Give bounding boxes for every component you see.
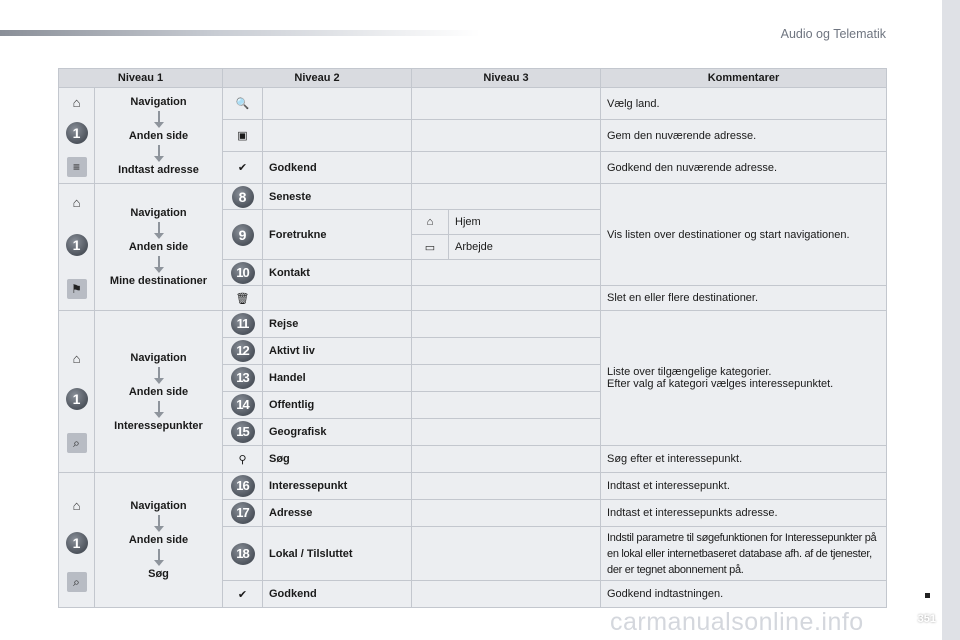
step-badge: 18 — [231, 543, 255, 565]
step-badge: 1 — [66, 388, 88, 410]
level2-cell: Rejse — [263, 311, 412, 338]
level3-cell — [412, 446, 601, 473]
level1-step: Anden side — [128, 241, 189, 253]
level2-cell: Geografisk — [263, 419, 412, 446]
comment-cell: Godkend den nuværende adresse. — [601, 152, 887, 184]
level3-cell: Hjem — [449, 210, 601, 235]
step-number-cell — [223, 365, 263, 392]
arrow-down-icon — [158, 401, 160, 413]
level2-cell — [263, 88, 412, 120]
step-badge: 8 — [232, 186, 254, 208]
level3-cell — [412, 88, 601, 120]
level3-cell — [412, 500, 601, 527]
level2-cell: Handel — [263, 365, 412, 392]
group-icons — [59, 311, 95, 473]
navigation-menu-table — [58, 68, 887, 608]
check-icon: ✔ — [223, 581, 263, 608]
home-icon: ⌂ — [412, 210, 449, 235]
search-icon: ⚲ — [223, 446, 263, 473]
comment-line: Liste over tilgængelige kategorier. — [607, 366, 772, 378]
level2-cell: Godkend — [263, 581, 412, 608]
level1-step: Indtast adresse — [118, 163, 199, 176]
arrow-down-icon — [158, 222, 160, 234]
trash-icon: 🗑 — [223, 286, 263, 311]
step-badge: 11 — [231, 313, 255, 335]
navigation-icon: ⌂ — [72, 498, 81, 513]
check-icon: ✔ — [223, 152, 263, 184]
section-title: Audio og Telematik — [780, 27, 886, 41]
table-row — [59, 311, 887, 338]
step-badge: 1 — [66, 234, 88, 256]
level3-cell — [412, 419, 601, 446]
watermark: carmanualsonline.info — [610, 608, 864, 636]
header-niveau-1: Niveau 1 — [59, 69, 223, 88]
step-badge: 10 — [231, 262, 255, 284]
step-number-cell — [223, 500, 263, 527]
comment-cell: Søg efter et interessepunkt. — [601, 446, 887, 473]
search-abc-icon: ⌕ — [67, 572, 87, 592]
poi-icon: ⌕ — [67, 433, 87, 453]
step-number-cell — [223, 419, 263, 446]
step-badge: 12 — [231, 340, 255, 362]
level1-path — [95, 184, 223, 311]
level1-step: Navigation — [130, 207, 187, 219]
group-icons — [59, 473, 95, 608]
level2-cell: Kontakt — [263, 260, 412, 286]
arrow-down-icon — [158, 549, 160, 561]
arrow-down-icon — [158, 145, 160, 157]
briefcase-icon: ▭ — [412, 235, 449, 260]
step-badge: 14 — [231, 394, 255, 416]
step-number-cell — [223, 473, 263, 500]
step-number-cell — [223, 184, 263, 210]
level2-cell: Lokal / Tilsluttet — [263, 527, 412, 581]
comment-line: Efter valg af kategori vælges interessepunktet. — [607, 378, 834, 390]
level2-cell: Seneste — [263, 184, 412, 210]
comment-cell: Indtast et interessepunkts adresse. — [601, 500, 887, 527]
comment-cell: Slet en eller flere destinationer. — [601, 286, 887, 311]
level1-step: Anden side — [128, 129, 189, 142]
level1-step: Mine destinationer — [109, 275, 208, 287]
level1-step: Navigation — [130, 500, 187, 512]
level1-path — [95, 473, 223, 608]
step-badge: 9 — [232, 224, 254, 246]
level3-cell — [412, 392, 601, 419]
level3-cell — [412, 365, 601, 392]
level1-step: Anden side — [128, 385, 189, 398]
step-badge: 17 — [231, 502, 255, 524]
level3-cell — [412, 527, 601, 581]
comment-cell: Indstil parametre til søgefunktionen for Interessepunkter på en lokal eller internetbaseret database afh. af de tjenester, der er tegnet abonnement på. — [601, 527, 887, 581]
header-kommentarer: Kommentarer — [601, 69, 887, 88]
globe-search-icon: 🔍 — [223, 88, 263, 120]
page-marker — [925, 593, 930, 598]
header-decor-bar — [0, 30, 480, 36]
level3-cell — [412, 260, 601, 286]
comment-cell: Godkend indtastningen. — [601, 581, 887, 608]
group-icons — [59, 88, 95, 184]
header-niveau-2: Niveau 2 — [223, 69, 412, 88]
level2-cell: Aktivt liv — [263, 338, 412, 365]
level1-step: Anden side — [128, 534, 189, 546]
level3-cell — [412, 184, 601, 210]
comment-cell: Indtast et interessepunkt. — [601, 473, 887, 500]
level1-step: Navigation — [130, 95, 187, 108]
arrow-down-icon — [158, 256, 160, 268]
level2-cell: Godkend — [263, 152, 412, 184]
step-number-cell — [223, 260, 263, 286]
arrow-down-icon — [158, 367, 160, 379]
destinations-icon: ⚑ — [67, 279, 87, 299]
save-icon: ▣ — [223, 120, 263, 152]
level3-cell: Arbejde — [449, 235, 601, 260]
level2-cell: Foretrukne — [263, 210, 412, 260]
navigation-icon: ⌂ — [72, 94, 81, 110]
page-edge-strip — [942, 0, 960, 640]
level3-cell — [412, 581, 601, 608]
level2-cell: Adresse — [263, 500, 412, 527]
step-number-cell — [223, 338, 263, 365]
level2-cell — [263, 120, 412, 152]
step-badge: 1 — [66, 532, 88, 554]
level3-cell — [412, 311, 601, 338]
navigation-icon: ⌂ — [72, 195, 81, 210]
level1-step: Interessepunkter — [114, 419, 203, 432]
step-badge: 15 — [231, 421, 255, 443]
level2-cell: Interessepunkt — [263, 473, 412, 500]
comment-cell: Vis listen over destinationer og start navigationen. — [601, 184, 887, 286]
group-icons — [59, 184, 95, 311]
level1-path — [95, 88, 223, 184]
level3-cell — [412, 338, 601, 365]
step-number-cell — [223, 527, 263, 581]
comment-cell — [601, 311, 887, 446]
address-entry-icon: ≡ — [67, 157, 87, 177]
level1-path — [95, 311, 223, 473]
step-number-cell — [223, 311, 263, 338]
step-badge: 13 — [231, 367, 255, 389]
comment-cell: Vælg land. — [601, 88, 887, 120]
table-row — [59, 184, 887, 210]
level3-cell — [412, 152, 601, 184]
step-number-cell — [223, 392, 263, 419]
navigation-icon: ⌂ — [72, 350, 81, 366]
level3-cell — [412, 473, 601, 500]
level1-step: Navigation — [130, 351, 187, 364]
step-badge: 16 — [231, 475, 255, 497]
page-number: 351 — [917, 613, 936, 625]
comment-cell: Gem den nuværende adresse. — [601, 120, 887, 152]
table-row — [59, 473, 887, 500]
level2-cell: Søg — [263, 446, 412, 473]
level1-step: Søg — [148, 568, 169, 580]
step-badge: 1 — [66, 122, 88, 144]
level2-cell: Offentlig — [263, 392, 412, 419]
step-number-cell — [223, 210, 263, 260]
table-header-row — [59, 69, 887, 88]
level3-cell — [412, 120, 601, 152]
level2-cell — [263, 286, 412, 311]
table-row — [59, 88, 887, 120]
arrow-down-icon — [158, 515, 160, 527]
level3-cell — [412, 286, 601, 311]
header-niveau-3: Niveau 3 — [412, 69, 601, 88]
arrow-down-icon — [158, 111, 160, 123]
